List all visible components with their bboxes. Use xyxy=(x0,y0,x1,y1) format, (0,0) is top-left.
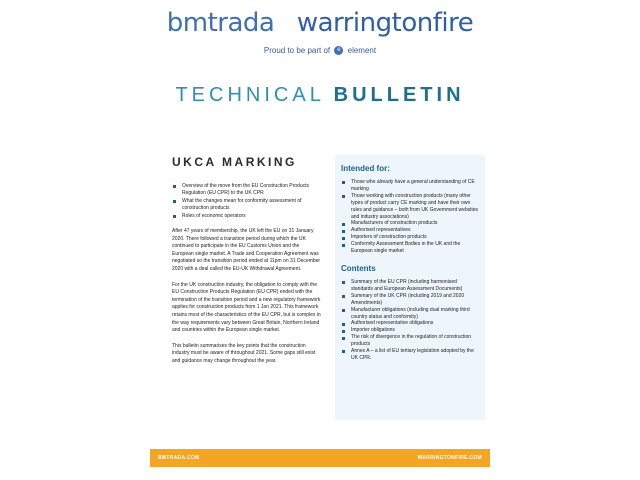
list-item: What the changes mean for conformity assessment of construction products xyxy=(172,198,322,213)
body-paragraph: For the UK construction industry, the obligation to comply with the EU Construction Products Regulation (EU CPR) ended with the termination of the transition period and a new regulatory framework applies for construction products from 1 Jan 2021. This framework retains most of the characteristics of the EU CPR, but is complex in the way requirements vary between Great Britain, Northern Ireland and countries within the European single market. xyxy=(172,281,321,334)
tagline-text: Proud to be part of xyxy=(263,46,331,55)
section-heading: UKCA MARKING xyxy=(172,155,297,169)
warringtonfire-link[interactable]: WARRINGTONFIRE.COM xyxy=(417,455,482,461)
list-item: Conformity Assessment Bodies in the UK and the European single market xyxy=(341,241,479,255)
warringtonfire-logo: warringtonfire xyxy=(296,8,474,38)
list-item: Summary of the EU CPR (including harmonised standards and European Assessment Documents) xyxy=(341,279,479,293)
list-item: Authorised representative obligations xyxy=(341,320,479,327)
list-item: Manufacturers of construction products xyxy=(341,220,479,227)
contents-list xyxy=(341,279,479,362)
list-item: Manufacturer obligations (including dual marking third country status and conformity) xyxy=(341,307,479,321)
intended-list xyxy=(341,179,479,255)
tagline-brand: element xyxy=(347,46,377,55)
tagline xyxy=(0,46,640,55)
list-item: Overview of the move from the EU Construction Products Regulation (EU CPR) to the UK CPR xyxy=(172,183,322,198)
list-item: Importers of construction products xyxy=(341,234,479,241)
overview-list xyxy=(172,183,322,220)
element-logo-icon: e xyxy=(334,46,343,55)
main-column xyxy=(172,155,322,374)
list-item: Those who already have a general understanding of CE marking xyxy=(341,179,479,193)
document-title xyxy=(0,84,640,107)
list-item: Summary of the UK CPR (including 2019 and 2020 Amendments) xyxy=(341,293,479,307)
list-item: Importer obligations xyxy=(341,327,479,334)
footer-bar xyxy=(150,449,490,467)
intended-heading: Intended for: xyxy=(341,164,390,173)
body-paragraph: This bulletin summarises the key points that the construction industry must be aware of throughout 2021. Some gaps still exist and guidance may change throughout the year. xyxy=(172,342,316,364)
list-item: Authorised representatives xyxy=(341,227,479,234)
info-panel xyxy=(335,155,485,420)
list-item: Annex A – a list of EU tertiary legislation adopted by the UK CPR. xyxy=(341,348,479,362)
logo-bar xyxy=(0,8,640,38)
title-word-technical: TECHNICAL xyxy=(175,84,325,106)
list-item: Roles of economic operators xyxy=(172,213,322,220)
bmtrada-link[interactable]: BMTRADA.COM xyxy=(158,455,200,461)
bmtrada-logo: bmtrada xyxy=(166,8,275,38)
list-item: Those working with construction products (many other types of product carry CE marking and have their own rules and guidance – both from UK Government websites and industry associations) xyxy=(341,193,479,221)
contents-heading: Contents xyxy=(341,263,376,273)
title-word-bulletin: BULLETIN xyxy=(333,84,465,106)
body-paragraph: After 47 years of membership, the UK left the EU on 31 January 2020. There followed a transition period during which the UK continued to participate in the EU Customs Union and the European single market. A Trade and Cooperation Agreement was negotiated so the transition period ended at 11pm on 31 December 2020 with a deal called the EU-UK Withdrawal Agreement. xyxy=(172,228,321,272)
list-item: The risk of divergence in the regulation of construction products xyxy=(341,334,479,348)
